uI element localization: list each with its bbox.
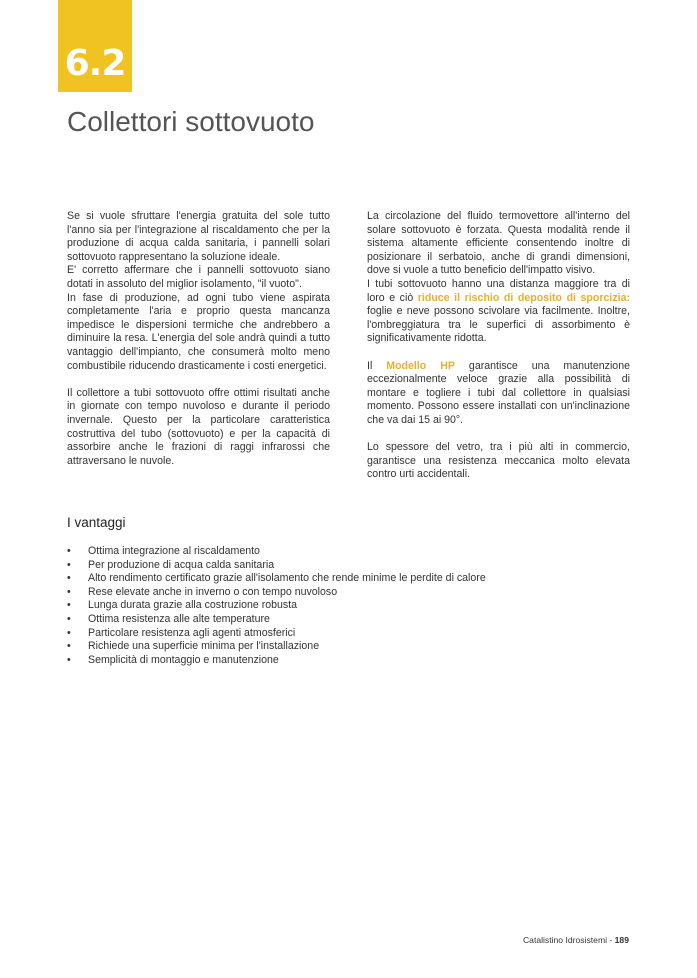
bullet-icon: • bbox=[67, 558, 71, 571]
bullet-icon: • bbox=[67, 599, 71, 612]
dirt-risk-highlight: riduce il rischio di deposito di sporcizia: bbox=[417, 291, 630, 304]
advantage-item bbox=[67, 545, 647, 559]
advantage-item bbox=[67, 586, 647, 600]
right-paragraph-2-end: foglie e neve possono scivolare via facilmente. Inoltre, l'ombreggiatura tra le superfici di assorbimento è significativamente ridotta. bbox=[367, 305, 630, 345]
right-column bbox=[367, 210, 630, 482]
advantages-title: I vantaggi bbox=[67, 515, 126, 530]
left-column bbox=[67, 210, 330, 468]
advantage-text: Particolare resistenza agli agenti atmosferici bbox=[88, 626, 296, 639]
bullet-icon: • bbox=[67, 585, 71, 598]
left-paragraph-3: In fase di produzione, ad ogni tubo viene aspirata completamente l'aria e proprio questa mancanza impedisce le dispersioni termiche che andrebbero a diminuire la resa. L'energia del sole andrà quindi a tutto vantaggio dell'impianto, che consumerà molto meno combustibile riducendo drasticamente i costi energetici. bbox=[67, 291, 330, 372]
section-title: Collettori sottovuoto bbox=[67, 106, 315, 137]
advantage-item bbox=[67, 640, 647, 654]
page-footer bbox=[523, 935, 629, 945]
bullet-icon: • bbox=[67, 545, 71, 557]
advantage-item bbox=[67, 613, 647, 627]
section-number-badge: 6.2 bbox=[58, 0, 132, 92]
bullet-icon: • bbox=[67, 653, 71, 666]
right-paragraph-2 bbox=[367, 278, 630, 346]
advantage-text: Ottima resistenza alle alte temperature bbox=[88, 612, 270, 625]
right-paragraph-3-end: garantisce una manutenzione eccezionalmente veloce grazie alla possibilità di montare e togliere i tubi dal collettore in qualsiasi momento. Possono essere installati con un'inclinazione che va dai 15 ai 90°. bbox=[367, 359, 630, 426]
right-paragraph-4: Lo spessore del vetro, tra i più alti in commercio, garantisce una resistenza meccanica molto elevata contro urti accidentali. bbox=[367, 441, 630, 481]
left-paragraph-2: E' corretto affermare che i pannelli sottovuoto siano dotati in assoluto del miglior isolamento, "il vuoto". bbox=[67, 264, 330, 290]
advantage-text: Richiede una superficie minima per l'installazione bbox=[88, 640, 320, 653]
left-paragraph-4: Il collettore a tubi sottovuoto offre ottimi risultati anche in giornate con tempo nuvoloso e durante il periodo invernale. Questo per la particolare caratteristica costruttiva del tubo (sottovuoto) e per la capacità di assorbire anche le frazioni di raggi infrarossi che attraversano le nuvole. bbox=[67, 386, 330, 467]
advantage-item bbox=[67, 572, 647, 586]
bullet-icon: • bbox=[67, 612, 71, 625]
advantage-item bbox=[67, 559, 647, 573]
right-paragraph-2-start: I tubi sottovuoto hanno una distanza maggiore tra di loro e ciò bbox=[367, 277, 630, 304]
bullet-icon: • bbox=[67, 640, 71, 653]
bullet-icon: • bbox=[67, 626, 71, 639]
footer-catalog-name: Catalistino Idrosistemi - bbox=[522, 935, 615, 945]
right-paragraph-1: La circolazione del fluido termovettore all'interno del solare sottovuoto è forzata. Questa modalità rende il sistema altamente efficiente consentendo inoltre di posizionare il serbatoio, anche di grandi dimensioni, dove si vuole a tutto beneficio dell'impatto visivo. bbox=[367, 210, 630, 277]
advantage-item bbox=[67, 654, 647, 668]
page-number: 189 bbox=[614, 935, 629, 945]
model-hp-highlight: Modello HP bbox=[386, 359, 455, 372]
advantage-text: Per produzione di acqua calda sanitaria bbox=[88, 558, 275, 571]
advantage-item bbox=[67, 599, 647, 613]
right-paragraph-3-start: Il bbox=[367, 359, 387, 372]
advantage-text: Ottima integrazione al riscaldamento bbox=[88, 545, 260, 557]
advantage-item bbox=[67, 627, 647, 641]
advantages-list bbox=[67, 545, 647, 667]
advantage-text: Rese elevate anche in inverno o con tempo nuvoloso bbox=[88, 585, 338, 598]
advantage-text: Lunga durata grazie alla costruzione robusta bbox=[88, 599, 298, 612]
bullet-icon: • bbox=[67, 572, 71, 585]
right-paragraph-3 bbox=[367, 360, 630, 428]
advantage-text: Alto rendimento certificato grazie all'isolamento che rende minime le perdite di calore bbox=[88, 572, 486, 585]
advantage-text: Semplicità di montaggio e manutenzione bbox=[88, 653, 279, 666]
left-paragraph-1: Se si vuole sfruttare l'energia gratuita del sole tutto l'anno sia per l'integrazione al riscaldamento che per la produzione di acqua calda sanitaria, i pannelli solari sottovuoto rappresentano la soluzione ideale. bbox=[67, 210, 330, 263]
